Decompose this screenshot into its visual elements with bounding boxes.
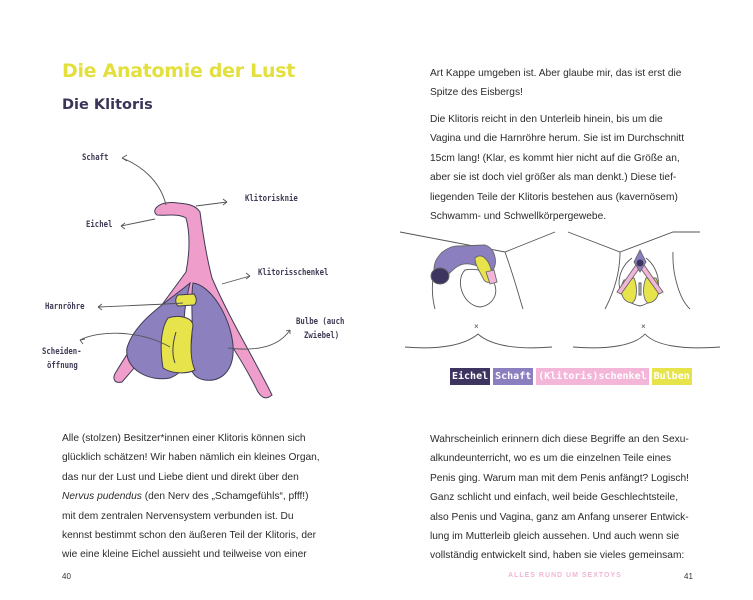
text-line: lung im Mutterleib gleich aussehen. Und auch wenn sie	[430, 530, 680, 542]
text-line: Ganz schlicht und einfach, weil beide Geschlechtsteile,	[430, 492, 679, 504]
text-line: Penis ging. Warum man mit dem Penis anfängt? Logisch!	[430, 472, 689, 484]
urethra	[176, 294, 197, 306]
clitoris-diagram	[114, 202, 272, 397]
text-line: also Penis und Vagina, ganz am Anfang unserer Entwick-	[430, 511, 689, 523]
legend-schenkel: (Klitoris)schenkel	[536, 368, 648, 385]
text-line: Art Kappe umgeben ist. Aber glaube mir, das ist erst die	[430, 68, 682, 79]
text-line: wie eine kleine Eichel aussieht und teilweise von einer	[62, 549, 307, 561]
text-line: aber sie ist doch viel größer als man denkt.) Diese tief-	[430, 172, 677, 184]
legend-schaft: Schaft	[493, 368, 533, 385]
right-paragraph-2	[430, 110, 684, 226]
text-line: mit dem zentralen Nervensystem verbunden ist. Du	[62, 510, 294, 522]
section-title: Die Klitoris	[62, 97, 153, 113]
running-head: ALLES RUND UM SEXTOYS	[508, 572, 622, 579]
text-line: glücklich schätzen! Wir haben nämlich ein kleines Organ,	[62, 452, 320, 464]
italic-term: Nervus pudendus	[62, 491, 142, 503]
text-line: Alle (stolzen) Besitzer*innen einer Klitoris können sich	[62, 433, 306, 444]
text-line: 15cm lang! (Klar, es kommt hier nicht auf die Größe an,	[430, 152, 680, 164]
text-line: liegenden Teile der Klitoris bestehen aus (kavernösem)	[430, 191, 678, 203]
text-line: Vagina und die Harnröhre herum. Sie ist im Durchschnitt	[430, 133, 685, 145]
text-line	[62, 487, 320, 506]
text-line: Schwamm- und Schwellkörpergewebe.	[430, 210, 607, 222]
color-legend	[450, 368, 692, 385]
label-klitorisknie: Klitorisknie	[245, 194, 298, 204]
text-line: Die Klitoris reicht in den Unterleib hinein, bis um die	[430, 114, 663, 125]
label-scheidenoeffnung: Scheiden-	[42, 347, 82, 357]
text-span: (den Nerv des „Schamgefühls“, pfff!)	[141, 491, 309, 503]
page-number-right: 41	[684, 572, 693, 581]
text-line: Spitze des Eisbergs!	[430, 87, 523, 99]
legend-bulben: Bulben	[652, 368, 692, 385]
legend-eichel: Eichel	[450, 368, 490, 385]
text-line: Wahrscheinlich erinnern dich diese Begriffe an den Sexu-	[430, 434, 689, 445]
text-line: kennst bestimmt schon den äußeren Teil der Klitoris, der	[62, 529, 317, 541]
page-number-left: 40	[62, 572, 71, 581]
right-paragraph-3	[430, 430, 689, 566]
penis-diagram	[400, 232, 555, 348]
label-bulbe-2: Zwiebel)	[304, 331, 340, 341]
label-schaft: Schaft	[82, 153, 109, 163]
left-paragraph	[62, 429, 320, 565]
label-eichel: Eichel	[86, 220, 113, 230]
text-line: vollständig entwickelt sind, haben sie vieles gemeinsam:	[430, 550, 685, 562]
text-line: das nur der Lust und Liebe dient und direkt über den	[62, 471, 299, 483]
chapter-title: Die Anatomie der Lust	[62, 60, 295, 82]
vulva-diagram	[568, 232, 720, 348]
svg-text:×: ×	[474, 322, 479, 331]
label-scheidenoeffnung-2: öffnung	[47, 361, 78, 371]
label-bulbe: Bulbe (auch	[296, 317, 345, 327]
right-paragraph-1	[430, 64, 681, 103]
label-harnroehre: Harnröhre	[45, 302, 85, 312]
text-line: alkundeunterricht, wo es um die einzelnen Teile eines	[430, 453, 672, 465]
svg-text:×: ×	[641, 322, 646, 331]
label-klitorisschenkel: Klitorisschenkel	[258, 268, 329, 278]
